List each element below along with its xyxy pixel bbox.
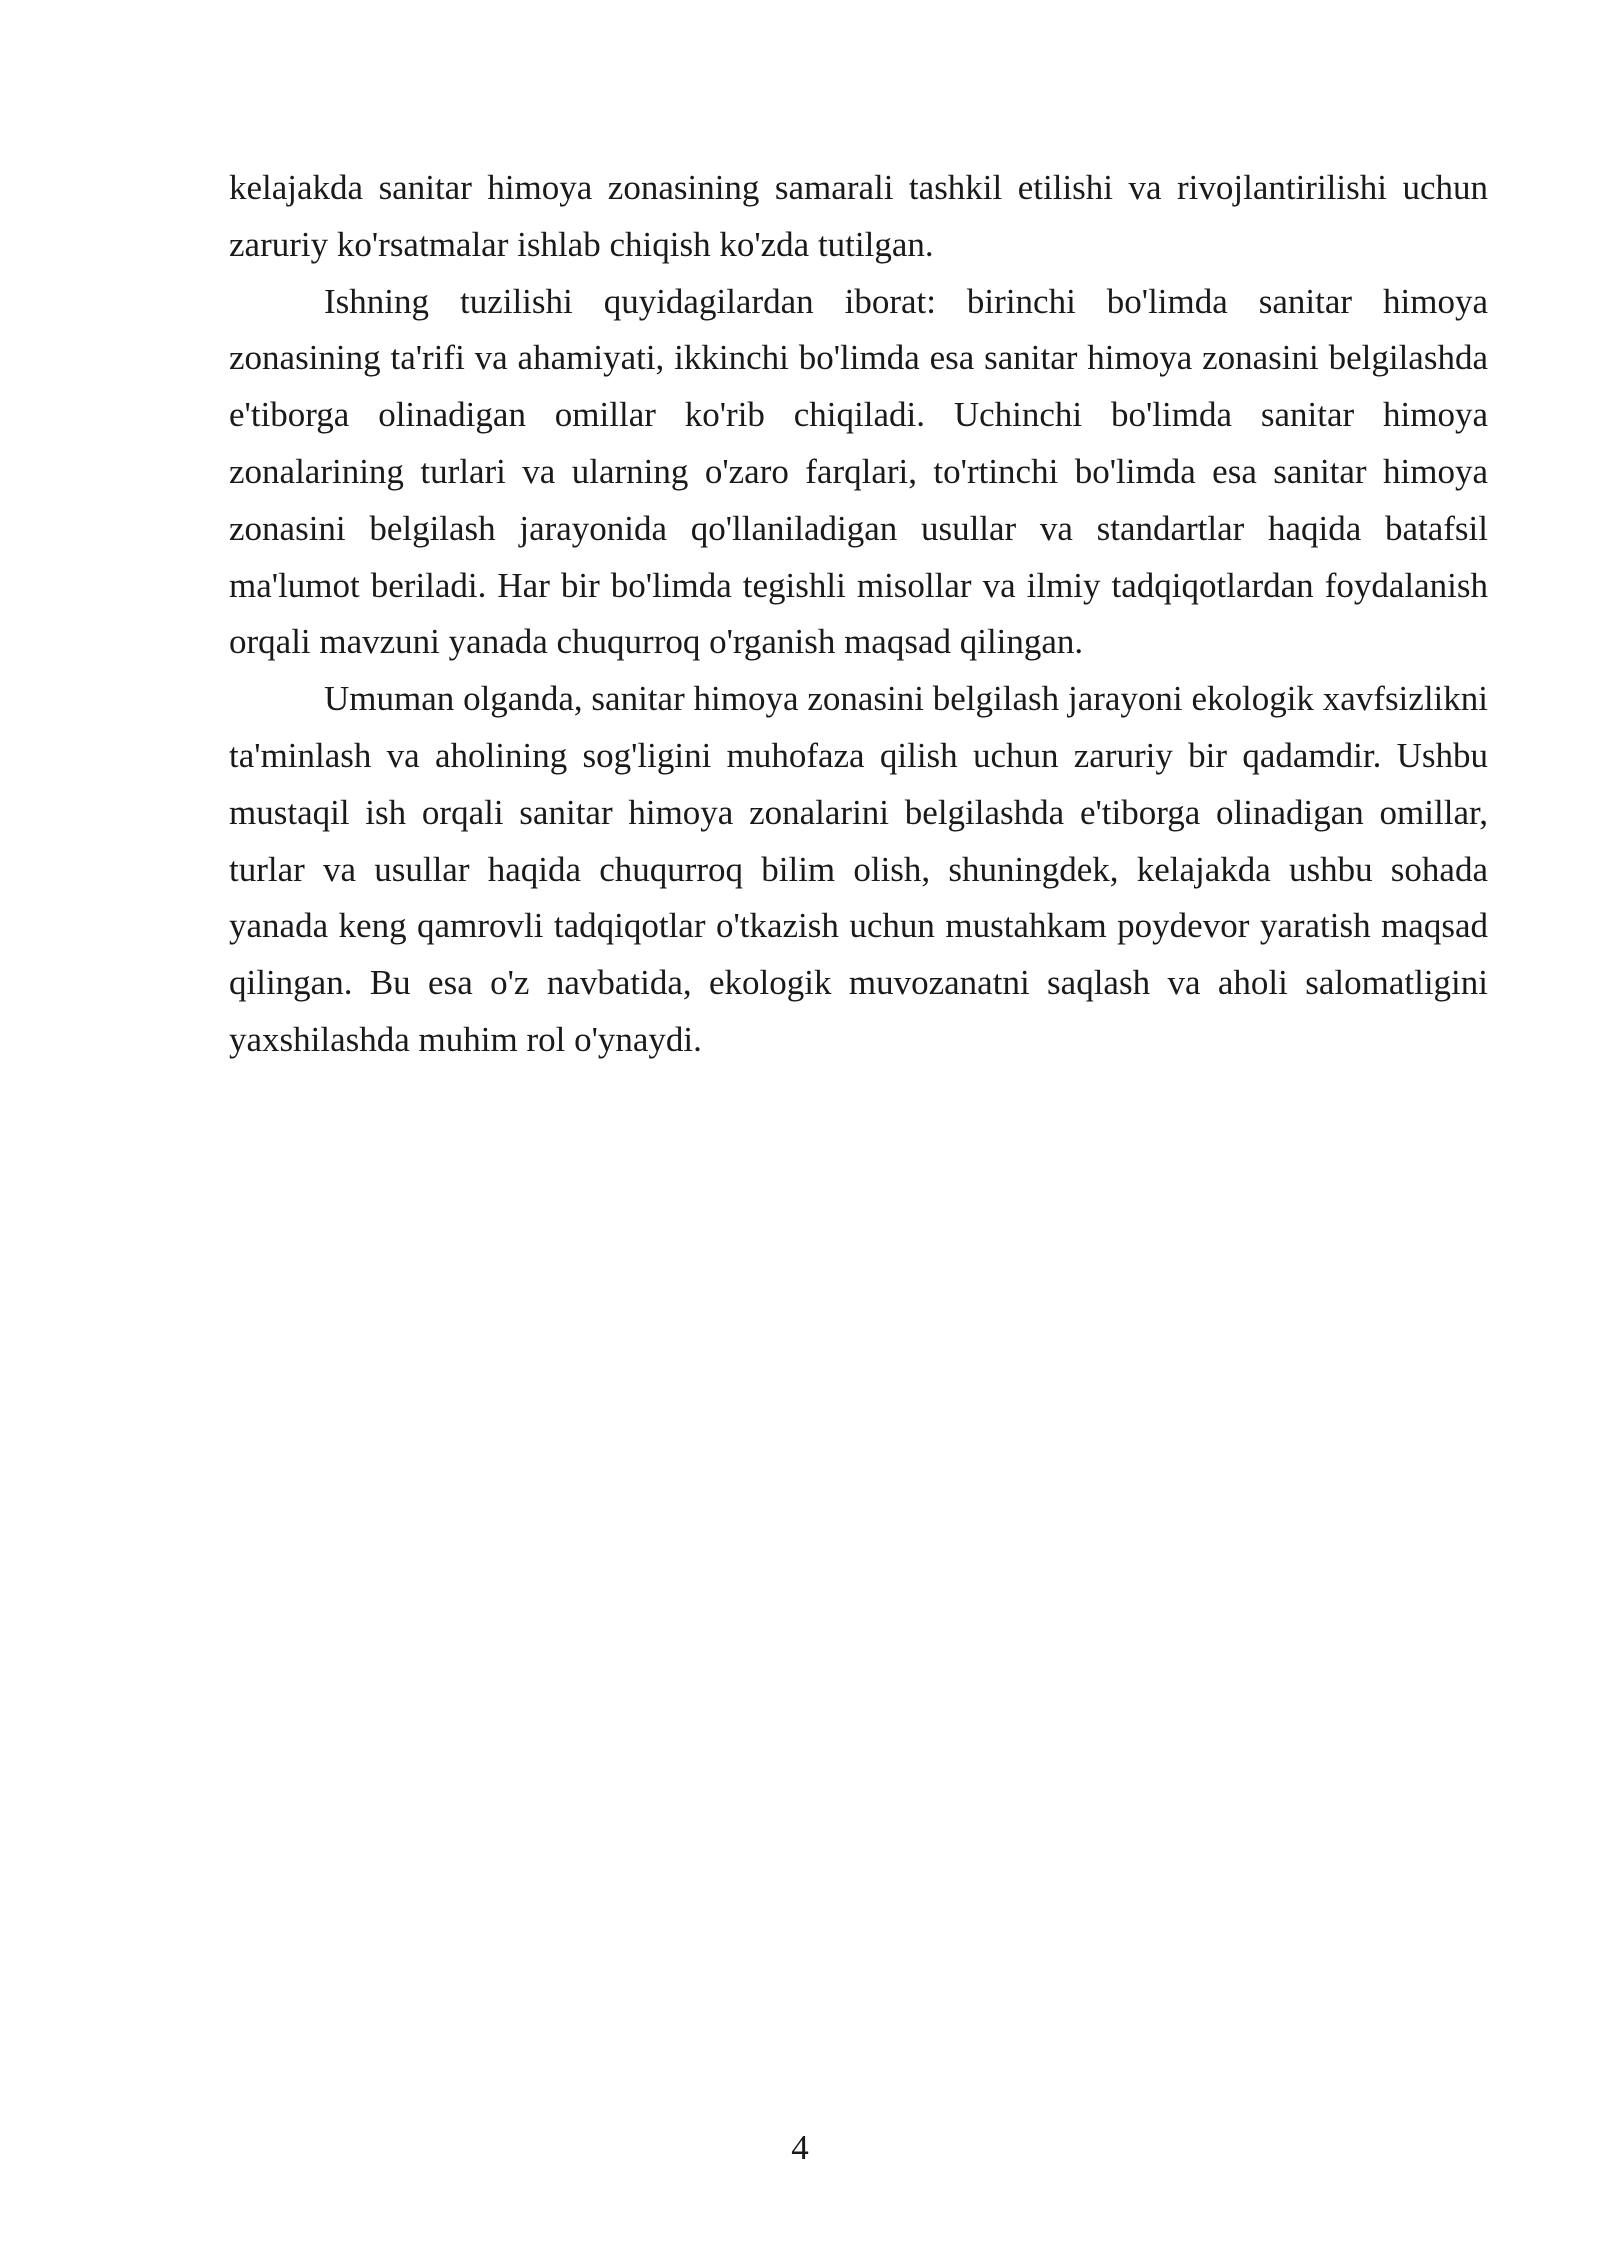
paragraph-conclusion: Umuman olganda, sanitar himoya zonasini belgilash jarayoni ekologik xavfsizlikni ta'minlash va aholining sog'ligini muhofaza qilish uchun zaruriy bir qadamdir. Ushbu mustaqil ish orqali sanitar himoya zonalarini belgilashda e'tiborga olinadigan omillar, turlar va usullar haqida chuqurroq bilim olish, shuningdek, kelajakda ushbu sohada yanada keng qamrovli tadqiqotlar o'tkazish uchun mustahkam poydevor yaratish maqsad qilingan. Bu esa o'z navbatida, ekologik muvozanatni saqlash va aholi salomatligini yaxshilashda muhim rol o'ynaydi. [229, 679, 1488, 1059]
paragraph-structure: Ishning tuzilishi quyidagilardan iborat: birinchi bo'limda sanitar himoya zonasining ta'rifi va ahamiyati, ikkinchi bo'limda esa sanitar himoya zonasini belgilashda e'tiborga olinadigan omillar ko'rib chiqiladi. Uchinchi bo'limda sanitar himoya zonalarining turlari va ularning o'zaro farqlari, to'rtinchi bo'limda esa sanitar himoya zonasini belgilash jarayonida qo'llaniladigan usullar va standartlar haqida batafsil ma'lumot beriladi. Har bir bo'limda tegishli misollar va ilmiy tadqiqotlardan foydalanish orqali mavzuni yanada chuqurroq o'rganish maqsad qilingan. [229, 281, 1488, 662]
page-number: 4 [791, 2128, 809, 2167]
paragraph-continuation: kelajakda sanitar himoya zonasining samarali tashkil etilishi va rivojlantirilishi uchun zaruriy ko'rsatmalar ishlab chiqish ko'zda tutilgan. [229, 168, 1488, 264]
document-body [229, 160, 1488, 1069]
